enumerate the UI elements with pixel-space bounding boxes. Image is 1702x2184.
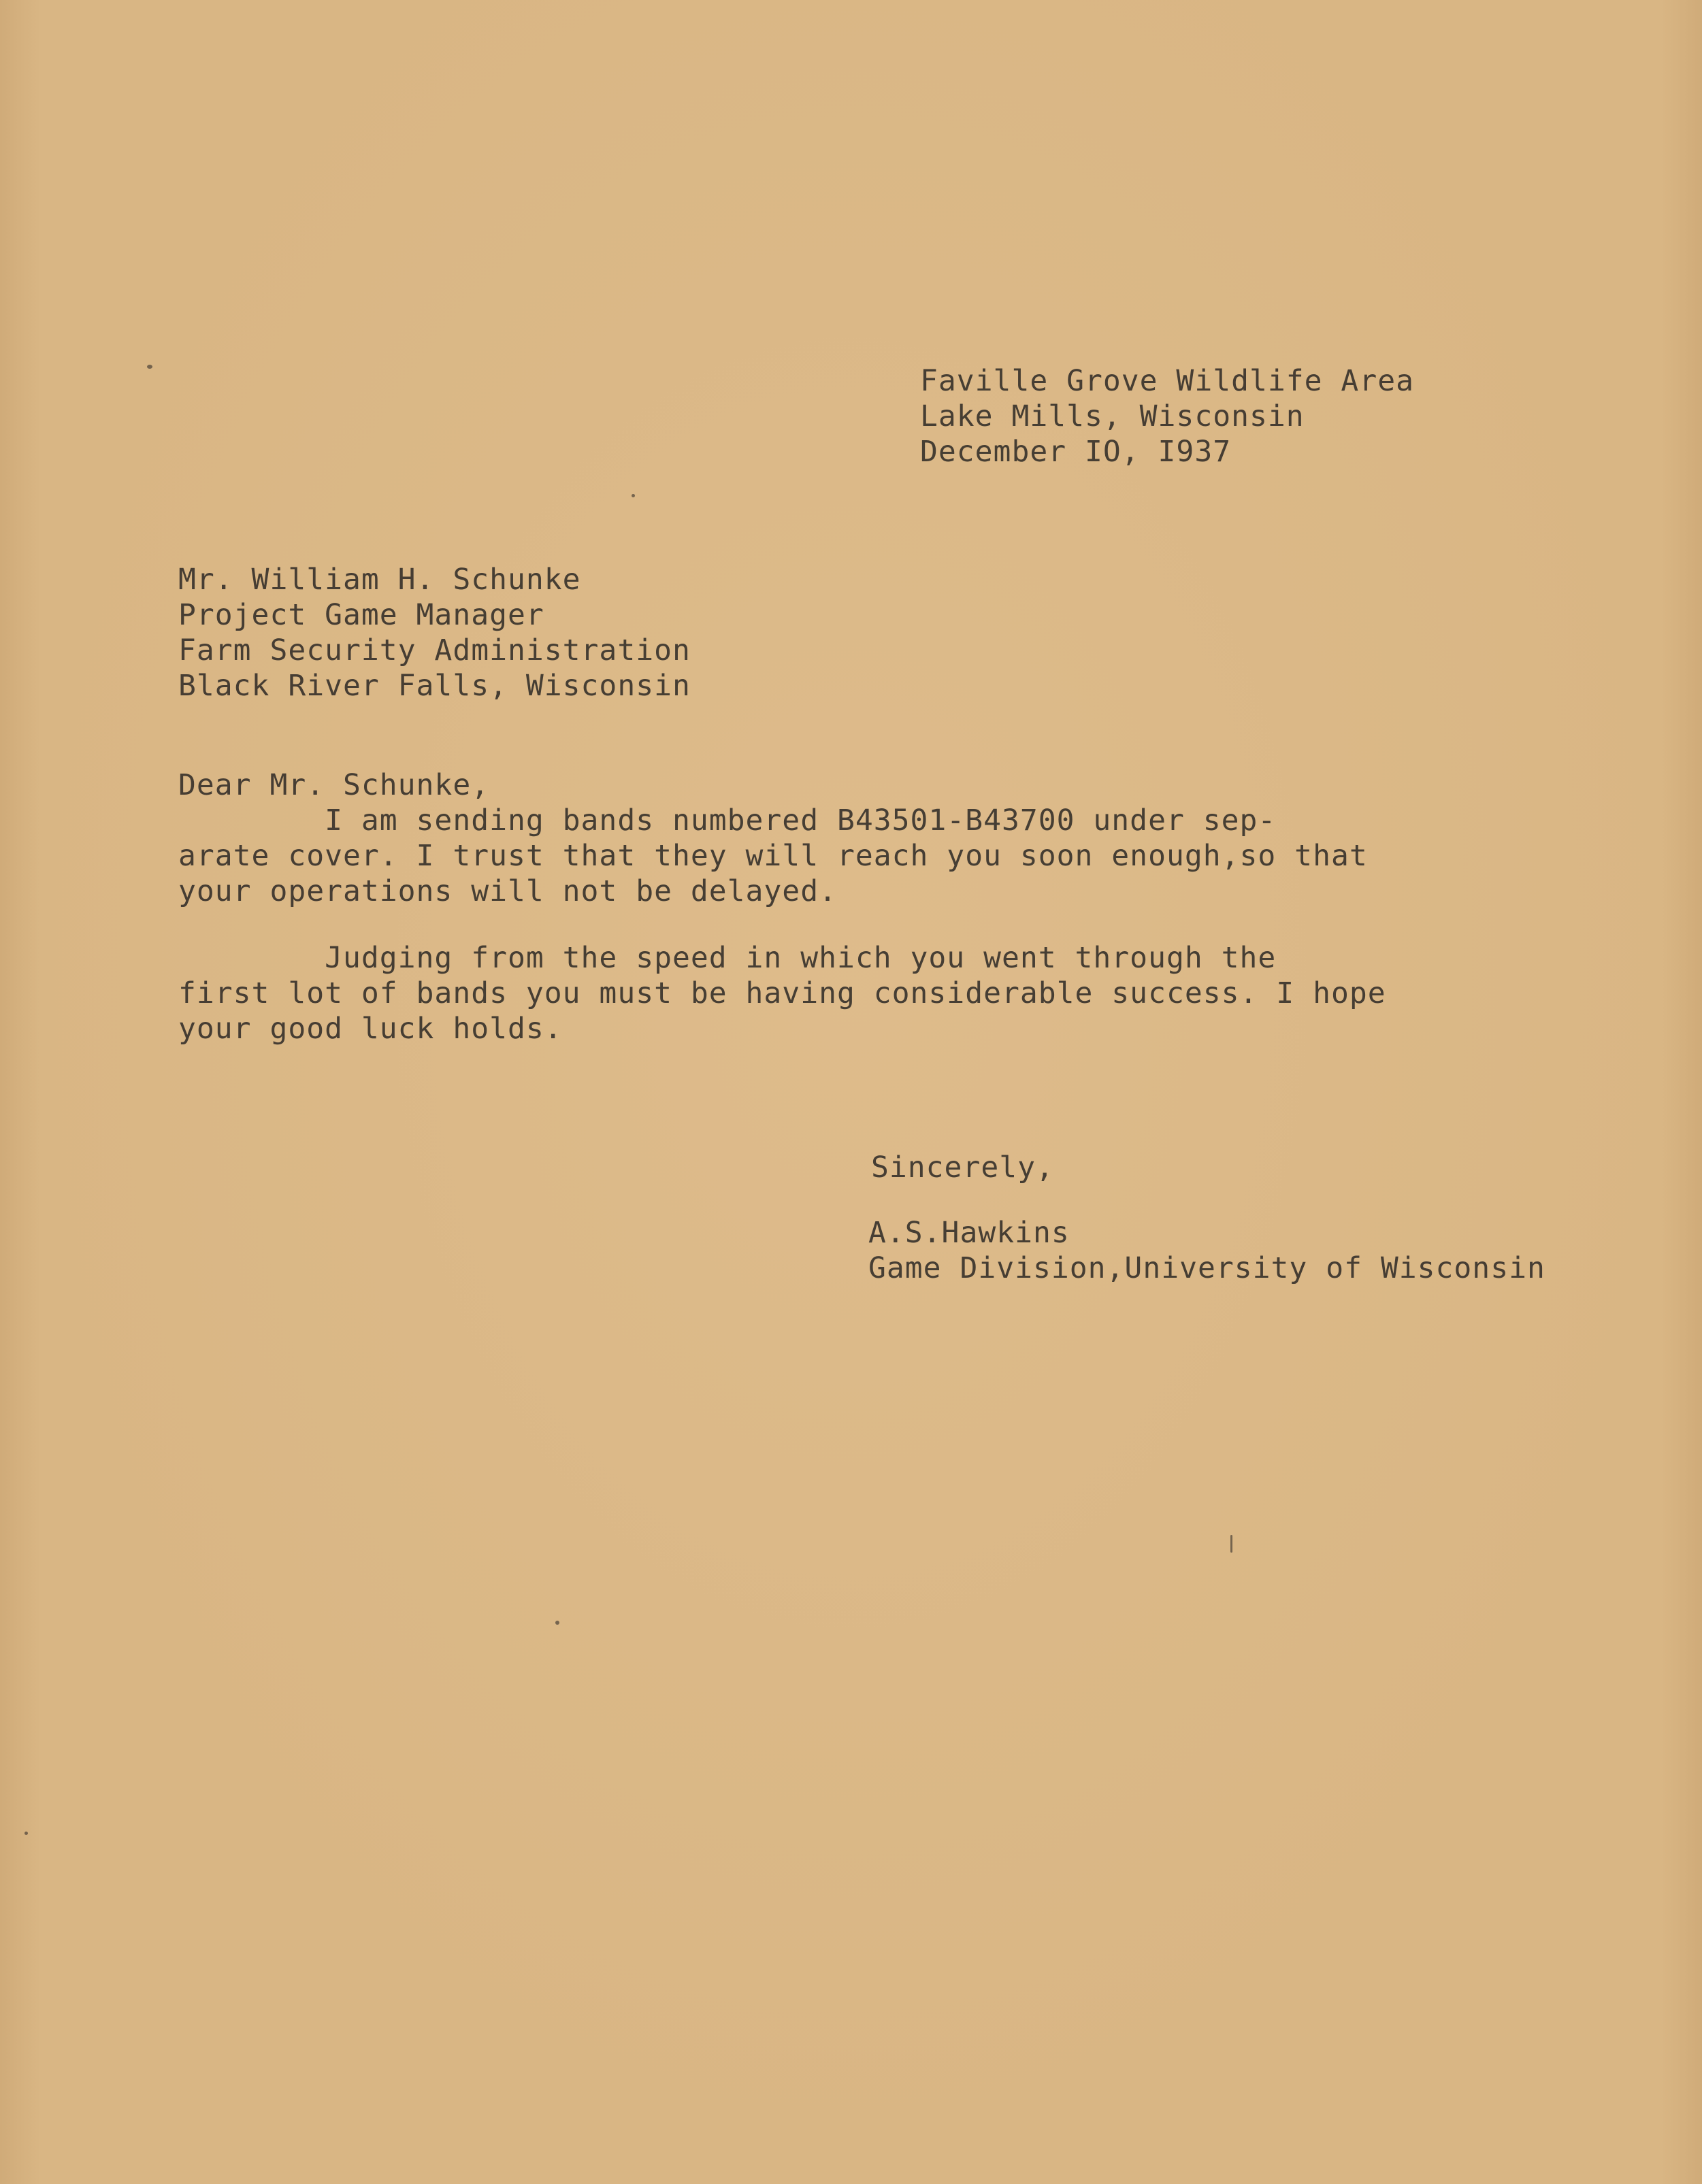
paper-speck [1230, 1535, 1232, 1553]
paper-speck [555, 1621, 559, 1625]
body-line: I am sending bands numbered B43501-B43700 under sep- [178, 804, 1277, 838]
signature-title: Game Division,University of Wisconsin [868, 1251, 1545, 1285]
body-line: first lot of bands you must be having considerable success. I hope [178, 976, 1386, 1010]
paper-speck [632, 494, 635, 497]
body-line: your operations will not be delayed. [178, 874, 837, 908]
paper-speck [147, 365, 152, 369]
body-line: arate cover. I trust that they will reach you soon enough,so that [178, 839, 1368, 873]
closing: Sincerely, [871, 1151, 1054, 1185]
sender-address-line: Lake Mills, Wisconsin [920, 399, 1305, 433]
recipient-address-line: Farm Security Administration [178, 633, 691, 667]
recipient-address-line: Black River Falls, Wisconsin [178, 669, 691, 703]
salutation: Dear Mr. Schunke, [178, 768, 490, 802]
recipient-address-line: Project Game Manager [178, 598, 544, 632]
sender-address-line: Faville Grove Wildlife Area [920, 364, 1414, 398]
body-paragraph-1 [178, 803, 1368, 909]
date-line: December IO, I937 [920, 435, 1232, 469]
paper-speck [24, 1832, 28, 1835]
recipient-address-line: Mr. William H. Schunke [178, 563, 581, 597]
sender-address [920, 363, 1414, 469]
recipient-address [178, 562, 691, 704]
body-line: your good luck holds. [178, 1012, 563, 1046]
body-paragraph-2 [178, 940, 1386, 1046]
signature-name: A.S.Hawkins [868, 1216, 1070, 1250]
body-line: Judging from the speed in which you went through the [178, 941, 1277, 975]
